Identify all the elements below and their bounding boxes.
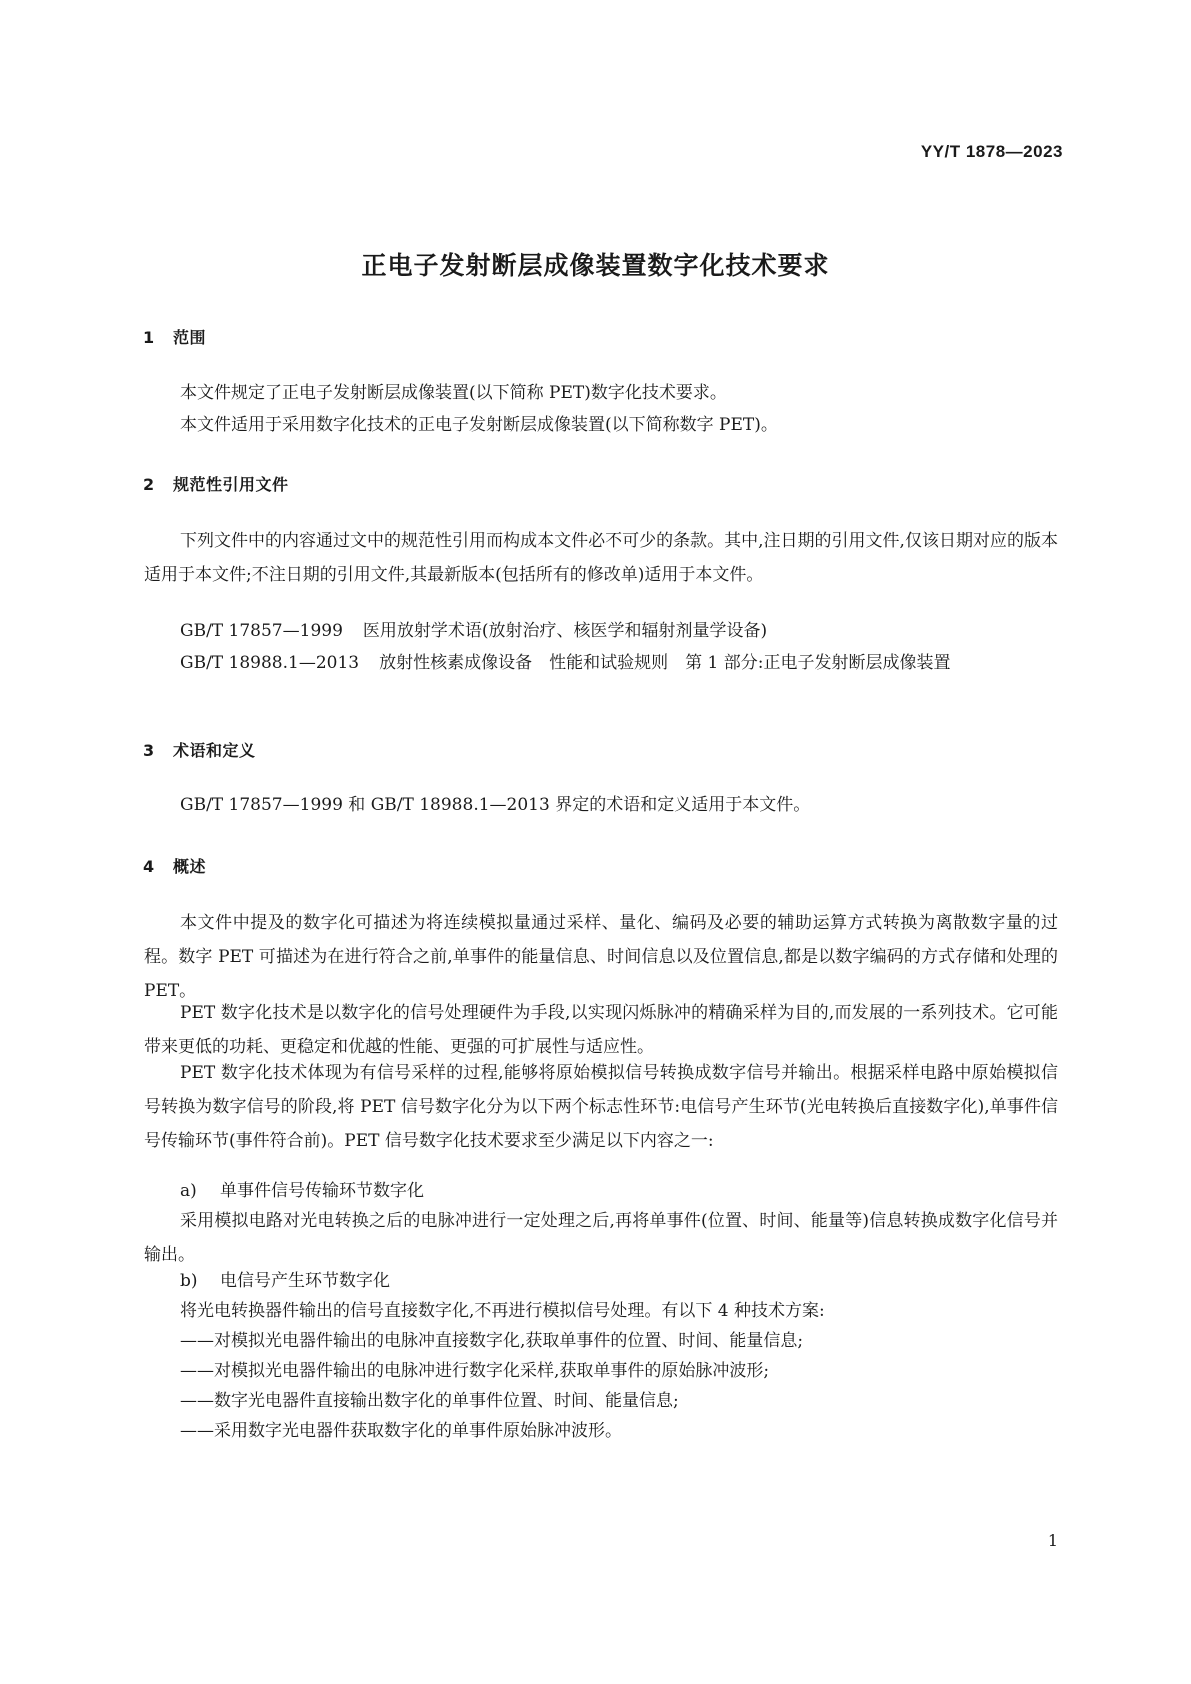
page-number: 1 — [1047, 1531, 1058, 1550]
list-label: b) — [180, 1271, 198, 1291]
reference-title: 医用放射学术语(放射治疗、核医学和辐射剂量学设备) — [362, 621, 768, 641]
section-number: 3 — [143, 741, 155, 760]
paragraph: 本文件中提及的数字化可描述为将连续模拟量通过采样、量化、编码及必要的辅助运算方式转换为离散数字量的过程。数字 PET 可描述为在进行符合之前,单事件的能量信息、时间信息以及位置信息,都是以数字编码的方式存储和处理的 PET。 — [144, 913, 1058, 1001]
list-item-a — [180, 1174, 424, 1208]
list-text: 单事件信号传输环节数字化 — [220, 1181, 424, 1201]
paragraph: 本文件适用于采用数字化技术的正电子发射断层成像装置(以下简称数字 PET)。 — [180, 415, 778, 435]
standard-code: YY/T 1878—2023 — [920, 142, 1063, 161]
normative-reference — [144, 614, 1058, 648]
paragraph: 本文件规定了正电子发射断层成像装置(以下简称 PET)数字化技术要求。 — [180, 383, 727, 403]
document-title: 正电子发射断层成像装置数字化技术要求 — [361, 251, 830, 280]
reference-code: GB/T 17857—1999 — [180, 621, 343, 641]
section-3-heading — [143, 738, 256, 761]
paragraph: 下列文件中的内容通过文中的规范性引用而构成本文件必不可少的条款。其中,注日期的引用文件,仅该日期对应的版本适用于本文件;不注日期的引用文件,其最新版本(包括所有的修改单)适用于本文件。 — [144, 531, 1058, 585]
dash-list-item: ——数字光电器件直接输出数字化的单事件位置、时间、能量信息; — [180, 1391, 679, 1411]
section-number: 2 — [143, 475, 155, 494]
reference-code: GB/T 18988.1—2013 — [180, 653, 360, 673]
paragraph: 采用模拟电路对光电转换之后的电脉冲进行一定处理之后,再将单事件(位置、时间、能量等)信息转换成数字化信号并输出。 — [144, 1211, 1058, 1265]
reference-title: 放射性核素成像设备 性能和试验规则 第 1 部分:正电子发射断层成像装置 — [379, 653, 951, 673]
section-title: 规范性引用文件 — [173, 475, 289, 494]
paragraph: 将光电转换器件输出的信号直接数字化,不再进行模拟信号处理。有以下 4 种技术方案: — [180, 1301, 825, 1321]
paragraph: PET 数字化技术体现为有信号采样的过程,能够将原始模拟信号转换成数字信号并输出。根据采样电路中原始模拟信号转换为数字信号的阶段,将 PET 信号数字化分为以下两个标志性环节:电信号产生环节(光电转换后直接数字化),单事件信号传输环节(事件符合前)。PET 信号数字化技术要求至少满足以下内容之一: — [144, 1063, 1058, 1151]
section-title: 范围 — [173, 328, 207, 347]
dash-list-item: ——对模拟光电器件输出的电脉冲进行数字化采样,获取单事件的原始脉冲波形; — [180, 1361, 770, 1381]
section-1-heading — [143, 325, 206, 348]
list-label: a) — [180, 1181, 197, 1201]
dash-list-item: ——采用数字光电器件获取数字化的单事件原始脉冲波形。 — [180, 1421, 622, 1441]
section-title: 概述 — [173, 857, 207, 876]
paragraph: PET 数字化技术是以数字化的信号处理硬件为手段,以实现闪烁脉冲的精确采样为目的,而发展的一系列技术。它可能带来更低的功耗、更稳定和优越的性能、更强的可扩展性与适应性。 — [144, 1003, 1058, 1057]
section-title: 术语和定义 — [173, 741, 256, 760]
section-2-heading — [143, 472, 289, 495]
normative-reference — [144, 646, 1058, 680]
list-item-b — [180, 1264, 390, 1298]
dash-list-item: ——对模拟光电器件输出的电脉冲直接数字化,获取单事件的位置、时间、能量信息; — [180, 1331, 804, 1351]
paragraph: GB/T 17857—1999 和 GB/T 18988.1—2013 界定的术语和定义适用于本文件。 — [180, 795, 811, 815]
list-text: 电信号产生环节数字化 — [220, 1271, 390, 1291]
section-number: 1 — [143, 328, 155, 347]
section-4-heading — [143, 854, 206, 877]
section-number: 4 — [143, 857, 155, 876]
